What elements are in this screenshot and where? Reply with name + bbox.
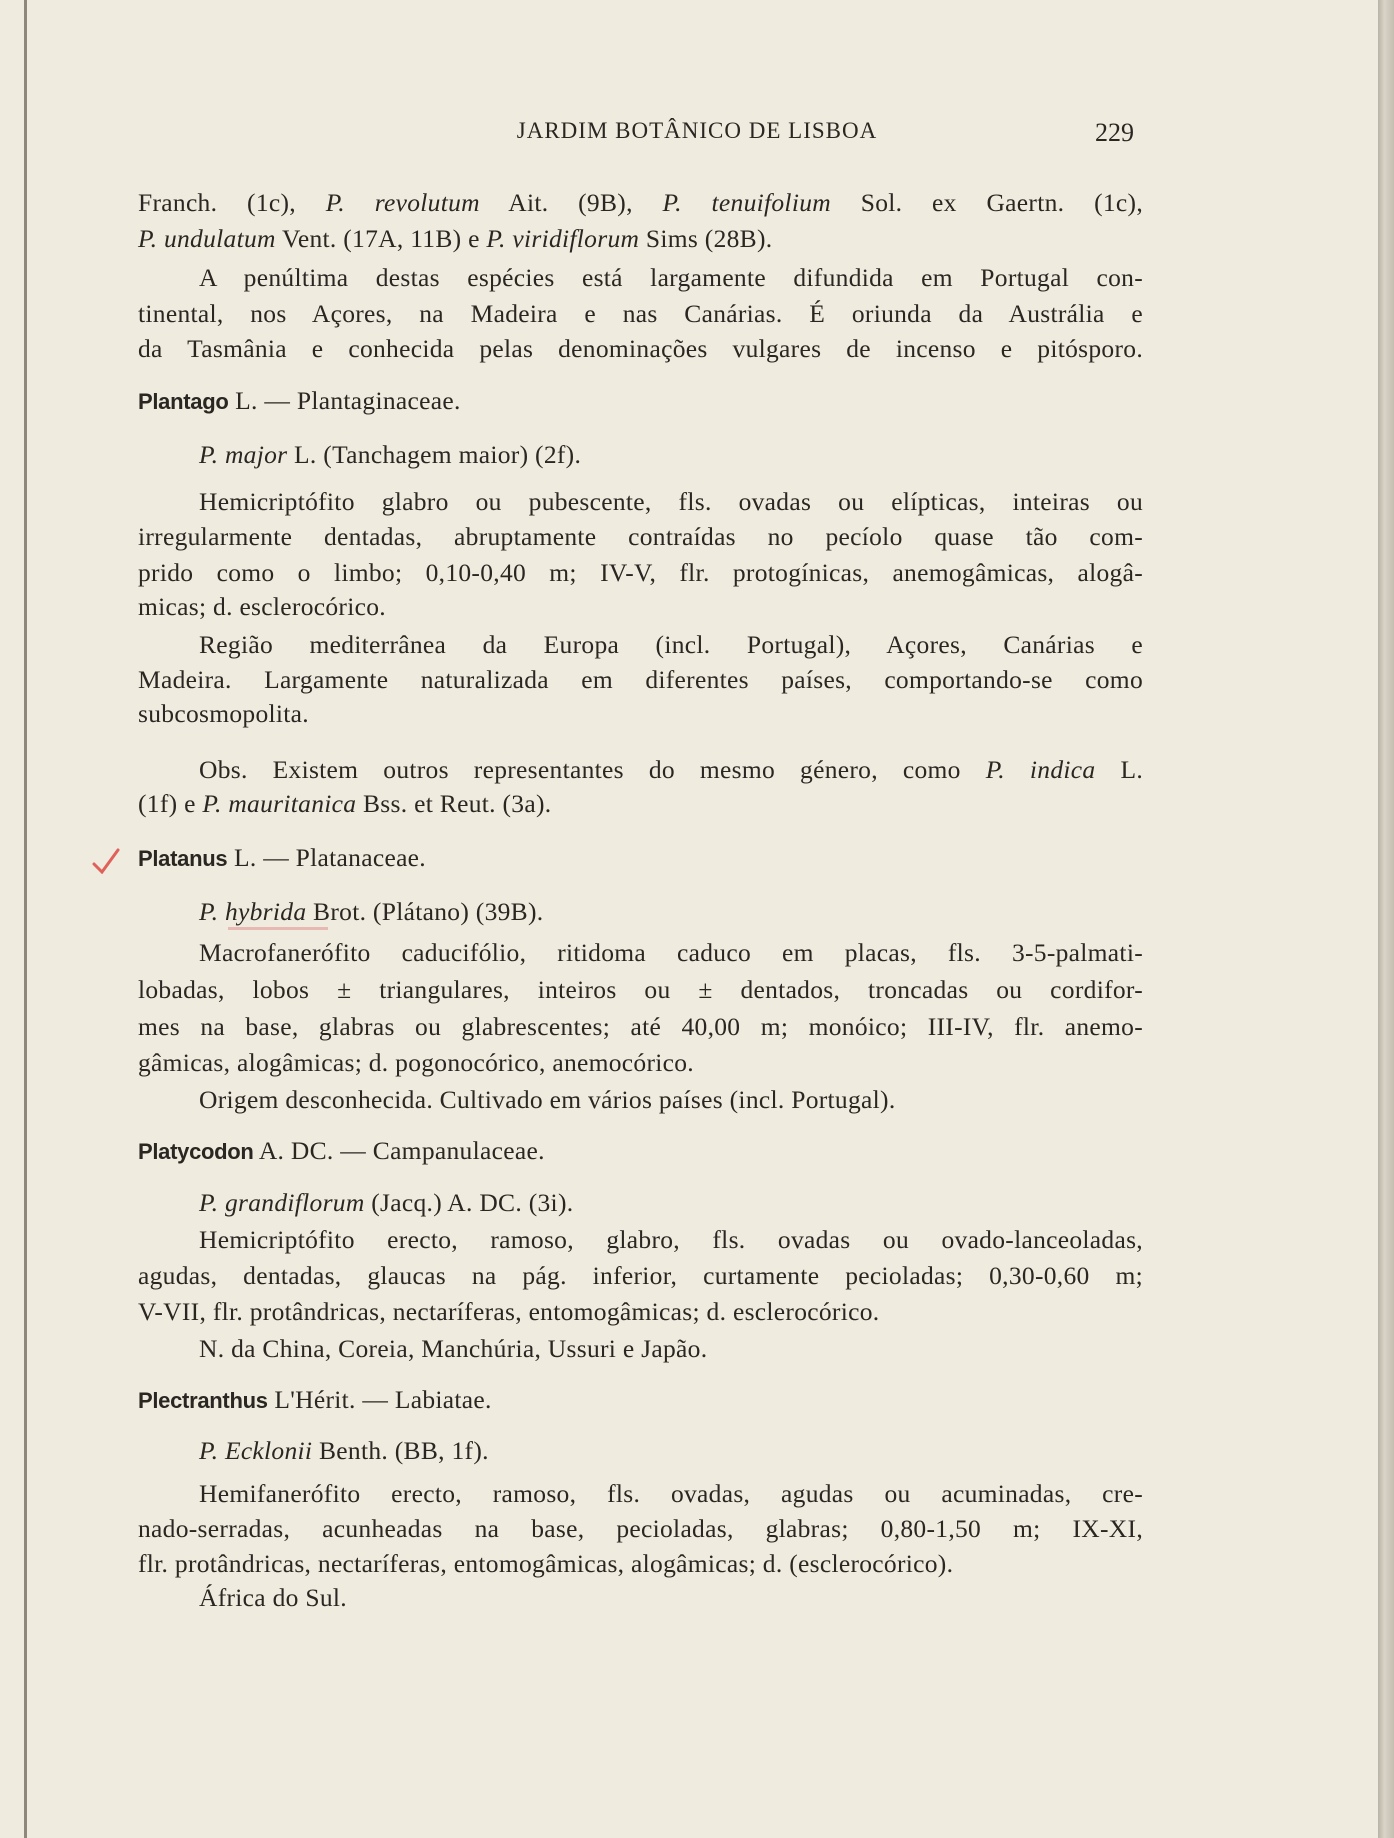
- text-line: [138, 331, 1143, 367]
- text-line: [199, 1185, 1143, 1221]
- text-segment: Origem desconhecida. Cultivado em vários países (incl. Portugal).: [199, 1085, 896, 1114]
- text-segment: Bss. et Reut. (3a).: [356, 789, 552, 818]
- text-line: [138, 555, 1143, 591]
- genus-heading: Plantago: [138, 389, 229, 414]
- text-line: [199, 1476, 1143, 1512]
- text-segment: agudas, dentadas, glaucas na pág. inferior, curtamente pecioladas; 0,30-0,60 m;: [138, 1261, 1143, 1290]
- text-segment: A penúltima destas espécies está largamente difundida em Portugal con-: [199, 263, 1143, 292]
- text-segment: mes na base, glabras ou glabrescentes; até 40,00 m; monóico; III-IV, flr. anemo-: [138, 1012, 1143, 1041]
- text-line: [138, 383, 1143, 420]
- species-name: P. major: [199, 440, 288, 469]
- species-name: P. Ecklonii: [199, 1436, 313, 1465]
- text-segment: Hemicriptófito erecto, ramoso, glabro, fls. ovadas ou ovado-lanceoladas,: [199, 1225, 1143, 1254]
- species-name: P. tenuifolium: [662, 188, 831, 217]
- text-segment: Franch. (1c),: [138, 188, 326, 217]
- text-line: [138, 1133, 1143, 1170]
- page-number: 229: [1095, 118, 1134, 147]
- text-segment: Ait. (9B),: [479, 188, 663, 217]
- text-segment: flr. protândricas, nectaríferas, entomogâmicas, alogâmicas; d. (esclerocórico).: [138, 1549, 954, 1578]
- genus-heading: Plectranthus: [138, 1388, 268, 1413]
- genus-heading: Platanus: [138, 846, 228, 871]
- text-line: [138, 696, 1143, 732]
- species-name: P. hybrida: [199, 897, 307, 926]
- species-name: P. indica: [985, 755, 1096, 784]
- genus-heading: Platycodon: [138, 1139, 254, 1164]
- red-checkmark-icon: [92, 848, 120, 874]
- species-name: P. undulatum: [138, 224, 276, 253]
- text-segment: gâmicas, alogâmicas; d. pogonocórico, anemocórico.: [138, 1048, 694, 1077]
- text-line: [138, 519, 1143, 555]
- text-segment: V-VII, flr. protândricas, nectaríferas, entomogâmicas; d. esclerocórico.: [138, 1297, 880, 1326]
- text-line: [138, 1009, 1143, 1045]
- text-segment: Hemifanerófito erecto, ramoso, fls. ovadas, agudas ou acuminadas, cre-: [199, 1479, 1143, 1508]
- text-line: [199, 484, 1143, 520]
- page-right-edge: [1378, 0, 1394, 1838]
- text-line: [199, 1331, 1143, 1367]
- text-segment: N. da China, Coreia, Manchúria, Ussuri e Japão.: [199, 1334, 708, 1363]
- text-line: [199, 260, 1143, 296]
- text-segment: tinental, nos Açores, na Madeira e nas Canárias. É oriunda da Austrália e: [138, 299, 1143, 328]
- running-header: JARDIM BOTÂNICO DE LISBOA: [516, 118, 878, 143]
- text-segment: lobadas, lobos ± triangulares, inteiros ou ± dentados, troncadas ou cordifor-: [138, 975, 1143, 1004]
- text-segment: A. DC. — Campanulaceae.: [253, 1136, 545, 1165]
- text-line: [138, 972, 1143, 1008]
- text-line: [199, 894, 1143, 930]
- text-line: [199, 1580, 1143, 1616]
- text-segment: Obs. Existem outros representantes do mesmo género, como: [199, 755, 986, 784]
- species-name: P. mauritanica: [202, 789, 357, 818]
- text-segment: L.: [1095, 755, 1143, 784]
- text-line: [138, 1382, 1143, 1419]
- text-segment: Brot. (Plátano) (39B).: [306, 897, 544, 926]
- text-line: [138, 1294, 1143, 1330]
- text-segment: África do Sul.: [199, 1583, 347, 1612]
- text-segment: Madeira. Largamente naturalizada em diferentes países, comportando-se como: [138, 665, 1143, 694]
- text-segment: L'Hérit. — Labiatae.: [267, 1385, 492, 1414]
- text-line: [138, 1511, 1143, 1547]
- text-segment: L. — Plantaginaceae.: [228, 386, 461, 415]
- text-line: [199, 1222, 1143, 1258]
- text-line: [138, 185, 1143, 221]
- text-segment: Sims (28B).: [639, 224, 773, 253]
- text-segment: micas; d. esclerocórico.: [138, 592, 386, 621]
- text-segment: Hemicriptófito glabro ou pubescente, fls. ovadas ou elípticas, inteiras ou: [199, 487, 1143, 516]
- text-segment: Sol. ex Gaertn. (1c),: [830, 188, 1143, 217]
- text-line: [138, 1546, 1143, 1582]
- text-segment: L. — Platanaceae.: [227, 843, 426, 872]
- text-line: [138, 840, 1143, 877]
- text-segment: subcosmopolita.: [138, 699, 309, 728]
- species-name: P. grandiflorum: [199, 1188, 365, 1217]
- text-segment: Benth. (BB, 1f).: [312, 1436, 489, 1465]
- text-line: [199, 627, 1143, 663]
- text-line: [138, 1045, 1143, 1081]
- text-segment: L. (Tanchagem maior) (2f).: [287, 440, 582, 469]
- text-line: [199, 752, 1143, 788]
- text-segment: (1f) e: [138, 789, 203, 818]
- text-segment: Região mediterrânea da Europa (incl. Portugal), Açores, Canárias e: [199, 630, 1143, 659]
- text-line: [138, 786, 1143, 822]
- text-line: [199, 1082, 1143, 1118]
- text-segment: nado-serradas, acunheadas na base, pecioladas, glabras; 0,80-1,50 m; IX-XI,: [138, 1514, 1143, 1543]
- text-line: [138, 296, 1143, 332]
- text-line: [199, 437, 1143, 473]
- text-segment: da Tasmânia e conhecida pelas denominações vulgares de incenso e pitósporo.: [138, 334, 1143, 363]
- text-line: [199, 1433, 1143, 1469]
- text-line: [199, 935, 1143, 971]
- text-segment: (Jacq.) A. DC. (3i).: [364, 1188, 574, 1217]
- text-segment: Macrofanerófito caducifólio, ritidoma caduco em placas, fls. 3-5-palmati-: [199, 938, 1143, 967]
- page-binding-edge: [24, 0, 27, 1838]
- text-segment: prido como o limbo; 0,10-0,40 m; IV-V, flr. protogínicas, anemogâmicas, alogâ-: [138, 558, 1143, 587]
- text-line: [138, 589, 1143, 625]
- text-line: [138, 662, 1143, 698]
- species-name: P. viridiflorum: [486, 224, 640, 253]
- text-segment: Vent. (17A, 11B) e: [275, 224, 487, 253]
- species-name: P. revolutum: [325, 188, 480, 217]
- text-line: [138, 221, 1143, 257]
- text-segment: irregularmente dentadas, abruptamente contraídas no pecíolo quase tão com-: [138, 522, 1143, 551]
- text-line: [138, 1258, 1143, 1294]
